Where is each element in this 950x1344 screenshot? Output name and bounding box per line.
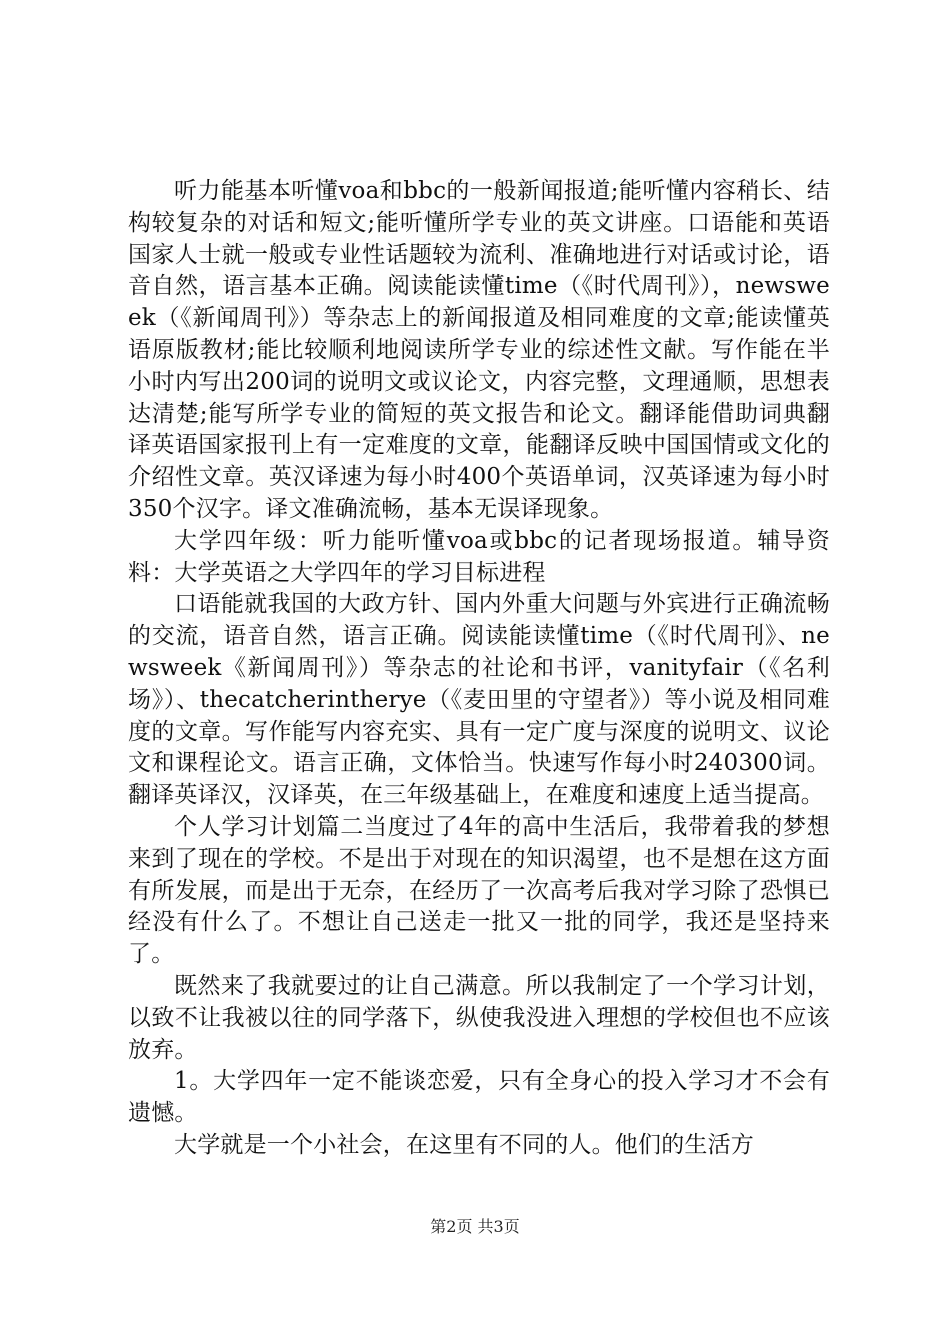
page-footer: 第2页 共3页 bbox=[430, 1217, 520, 1236]
paragraph-listening-standards: 听力能基本听懂voa和bbc的一般新闻报道;能听懂内容稍长、结构较复杂的对话和短文;能听懂所学专业的英文讲座。口语能和英语国家人士就一般或专业性话题较为流利、准确地进行对话或讨论，语音自然，语言基本正确。阅读能读懂time（《时代周刊》），newsweek（《新闻周刊》）等杂志上的新闻报道及相同难度的文章;能读懂英语原版教材;能比较顺利地阅读所学专业的综述性文献。写作能在半小时内写出200词的说明文或议论文，内容完整，文理通顺，思想表达清楚;能写所学专业的简短的英文报告和论文。翻译能借助词典翻译英语国家报刊上有一定难度的文章，能翻译反映中国国情或文化的介绍性文章。英汉译速为每小时400个英语单词，汉英译速为每小时350个汉字。译文准确流畅，基本无误译现象。 bbox=[128, 178, 830, 522]
paragraph-university-society: 大学就是一个小社会，在这里有不同的人。他们的生活方 bbox=[174, 1131, 754, 1158]
paragraph-year-four-listening: 大学四年级：听力能听懂voa或bbc的记者现场报道。辅导资料：大学英语之大学四年的学习目标进程 bbox=[128, 527, 830, 586]
paragraph-study-plan-goal: 既然来了我就要过的让自己满意。所以我制定了一个学习计划，以致不让我被以往的同学落下，纵使我没进入理想的学校但也不应该放弃。 bbox=[128, 972, 830, 1063]
paragraph-study-plan-intro: 个人学习计划篇二当度过了4年的高中生活后，我带着我的梦想来到了现在的学校。不是出于对现在的知识渴望，也不是想在这方面有所发展，而是出于无奈，在经历了一次高考后我对学习除了恐惧已经没有什么了。不想让自己送走一批又一批的同学，我还是坚持来了。 bbox=[128, 813, 830, 968]
paragraph-year-four-skills: 口语能就我国的大政方针、国内外重大问题与外宾进行正确流畅的交流，语音自然，语言正确。阅读能读懂time（《时代周刊》、newsweek《新闻周刊》）等杂志的社论和书评，vanityfair（《名利场》）、thecatcherintherye（《麦田里的守望者》）等小说及相同难度的文章。写作能写内容充实、具有一定广度与深度的说明文、议论文和课程论文。语言正确，文体恰当。快速写作每小时240300词。翻译英译汉，汉译英，在三年级基础上，在难度和速度上适当提高。 bbox=[128, 591, 830, 809]
paragraph-plan-item-1: 1。大学四年一定不能谈恋爱，只有全身心的投入学习才不会有遗憾。 bbox=[128, 1068, 830, 1127]
document-body bbox=[128, 176, 830, 1162]
